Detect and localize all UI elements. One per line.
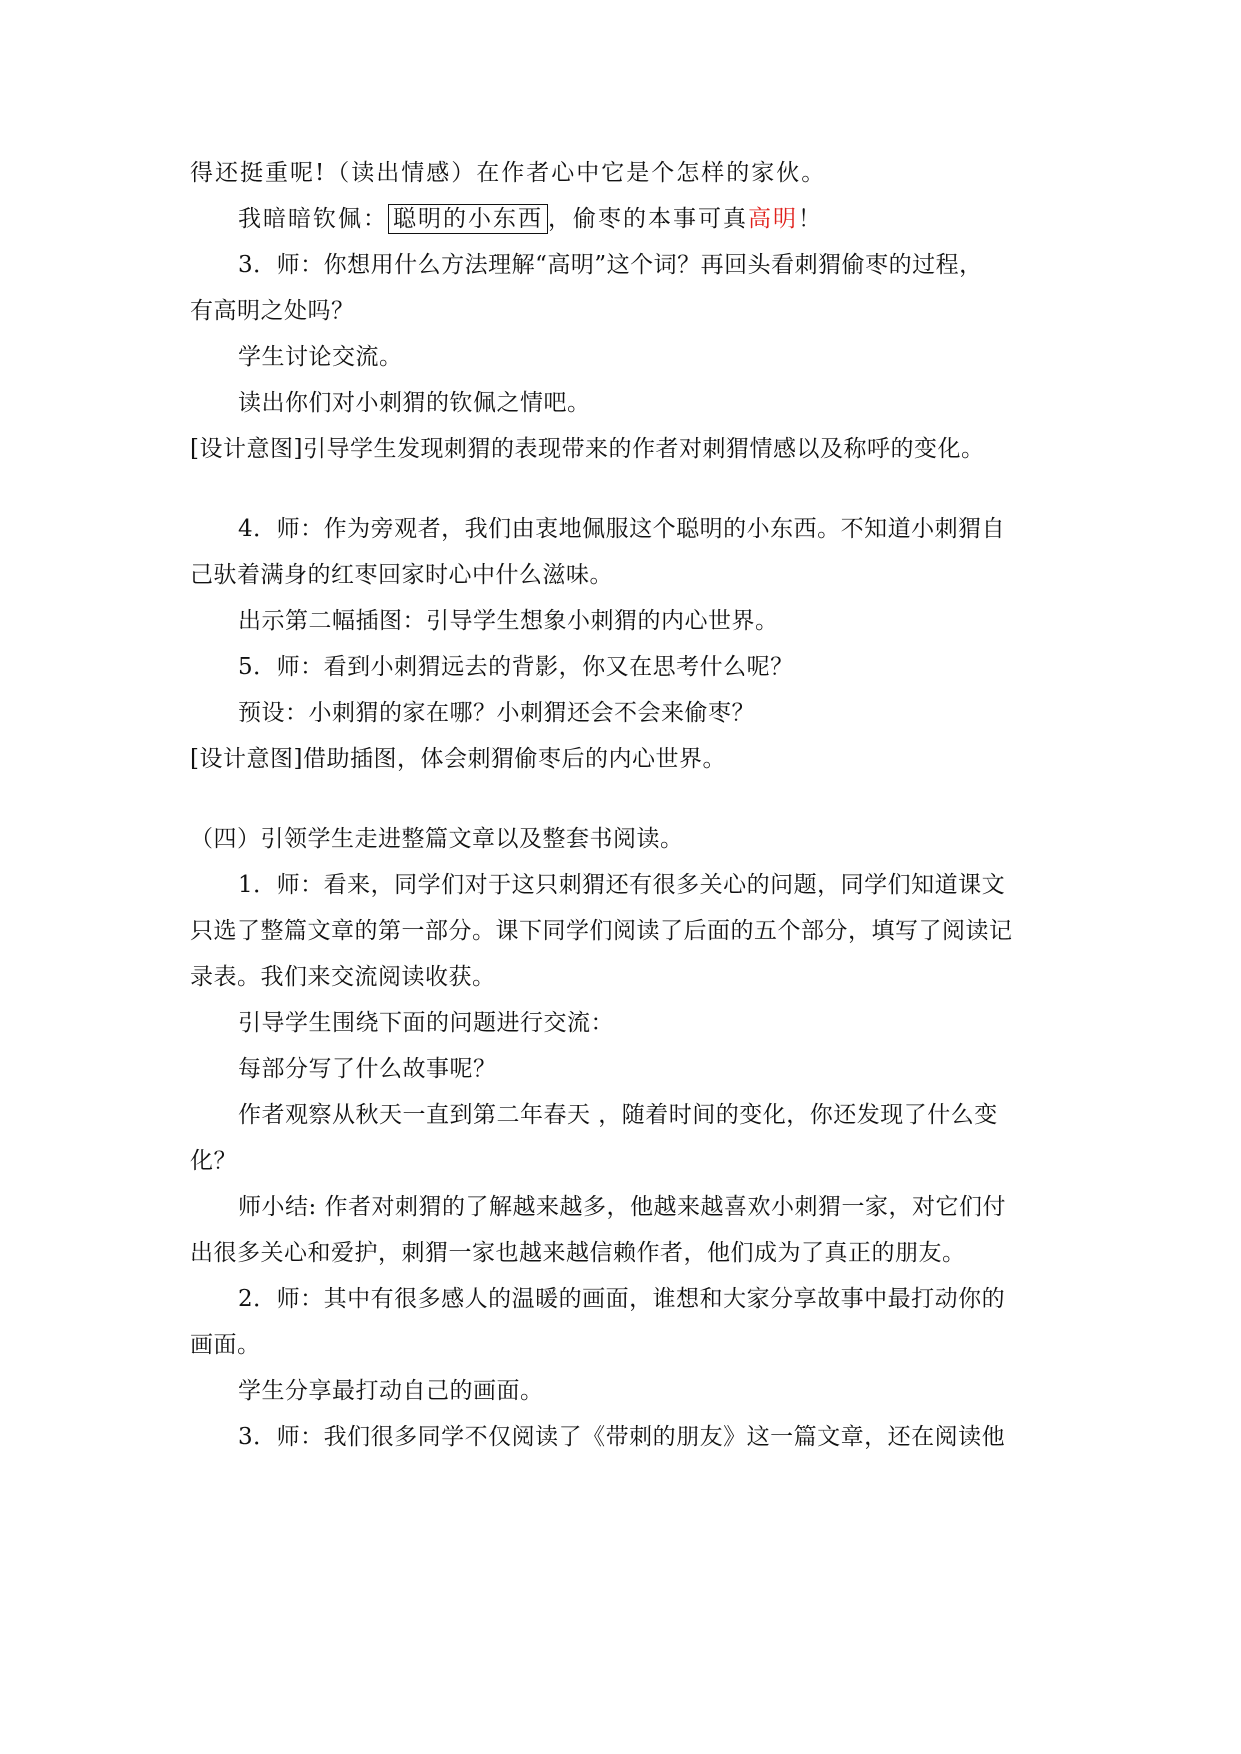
paragraph-line: 预设：小刺猬的家在哪？小刺猬还会不会来偷枣？	[238, 700, 755, 726]
paragraph-line: 出很多关心和爱护，刺猬一家也越来越信赖作者，他们成为了真正的朋友。	[190, 1240, 966, 1266]
paragraph-line: 3．师：你想用什么方法理解“高明”这个词？再回头看刺猬偷枣的过程，	[238, 252, 983, 278]
paragraph-line: 引导学生围绕下面的问题进行交流：	[238, 1010, 614, 1036]
quote-end: ！	[798, 206, 823, 232]
highlighted-word: 高明	[748, 206, 798, 232]
paragraph-line: 化？	[190, 1148, 237, 1174]
section-heading: （四）引领学生走进整篇文章以及整套书阅读。	[190, 826, 684, 852]
paragraph-line: 师小结: 作者对刺猬的了解越来越多，他越来越喜欢小刺猬一家，对它们付	[238, 1194, 1007, 1220]
design-intent-line: [设计意图]借助插图，体会刺猬偷枣后的内心世界。	[190, 746, 726, 772]
paragraph-line: 读出你们对小刺猬的钦佩之情吧。	[238, 390, 591, 416]
quote-prefix: 我暗暗钦佩：	[238, 206, 388, 232]
paragraph-line: 4．师：作为旁观者，我们由衷地佩服这个聪明的小东西。不知道小刺猬自	[238, 516, 1006, 542]
quote-line	[238, 204, 1070, 234]
paragraph-line: 3．师：我们很多同学不仅阅读了《带刺的朋友》这一篇文章，还在阅读他	[238, 1424, 1006, 1450]
paragraph-line: 5．师：看到小刺猬远去的背影，你又在思考什么呢？	[238, 654, 794, 680]
paragraph-line: 己驮着满身的红枣回家时心中什么滋味。	[190, 562, 613, 588]
boxed-phrase: 聪明的小东西	[388, 204, 548, 234]
paragraph-line: 作者观察从秋天一直到第二年春天 ，随着时间的变化，你还发现了什么变	[238, 1102, 998, 1128]
paragraph-line: 学生分享最打动自己的画面。	[238, 1378, 544, 1404]
paragraph-line: 有高明之处吗？	[190, 298, 355, 324]
paragraph-line: 录表。我们来交流阅读收获。	[190, 964, 496, 990]
design-intent-line: [设计意图]引导学生发现刺猬的表现带来的作者对刺猬情感以及称呼的变化。	[190, 436, 985, 462]
paragraph-line: 每部分写了什么故事呢？	[238, 1056, 497, 1082]
paragraph-line: 画面。	[190, 1332, 261, 1358]
paragraph-line: 得还挺重呢!（读出情感）在作者心中它是个怎样的家伙。	[190, 160, 827, 186]
quote-middle: ，偷枣的本事可真	[548, 206, 748, 232]
paragraph-line: 只选了整篇文章的第一部分。课下同学们阅读了后面的五个部分，填写了阅读记	[190, 918, 1013, 944]
paragraph-line: 1．师：看来，同学们对于这只刺猬还有很多关心的问题，同学们知道课文	[238, 872, 1006, 898]
paragraph-line: 出示第二幅插图：引导学生想象小刺猬的内心世界。	[238, 608, 779, 634]
paragraph-line: 2．师：其中有很多感人的温暖的画面，谁想和大家分享故事中最打动你的	[238, 1286, 1006, 1312]
paragraph-line: 学生讨论交流。	[238, 344, 403, 370]
